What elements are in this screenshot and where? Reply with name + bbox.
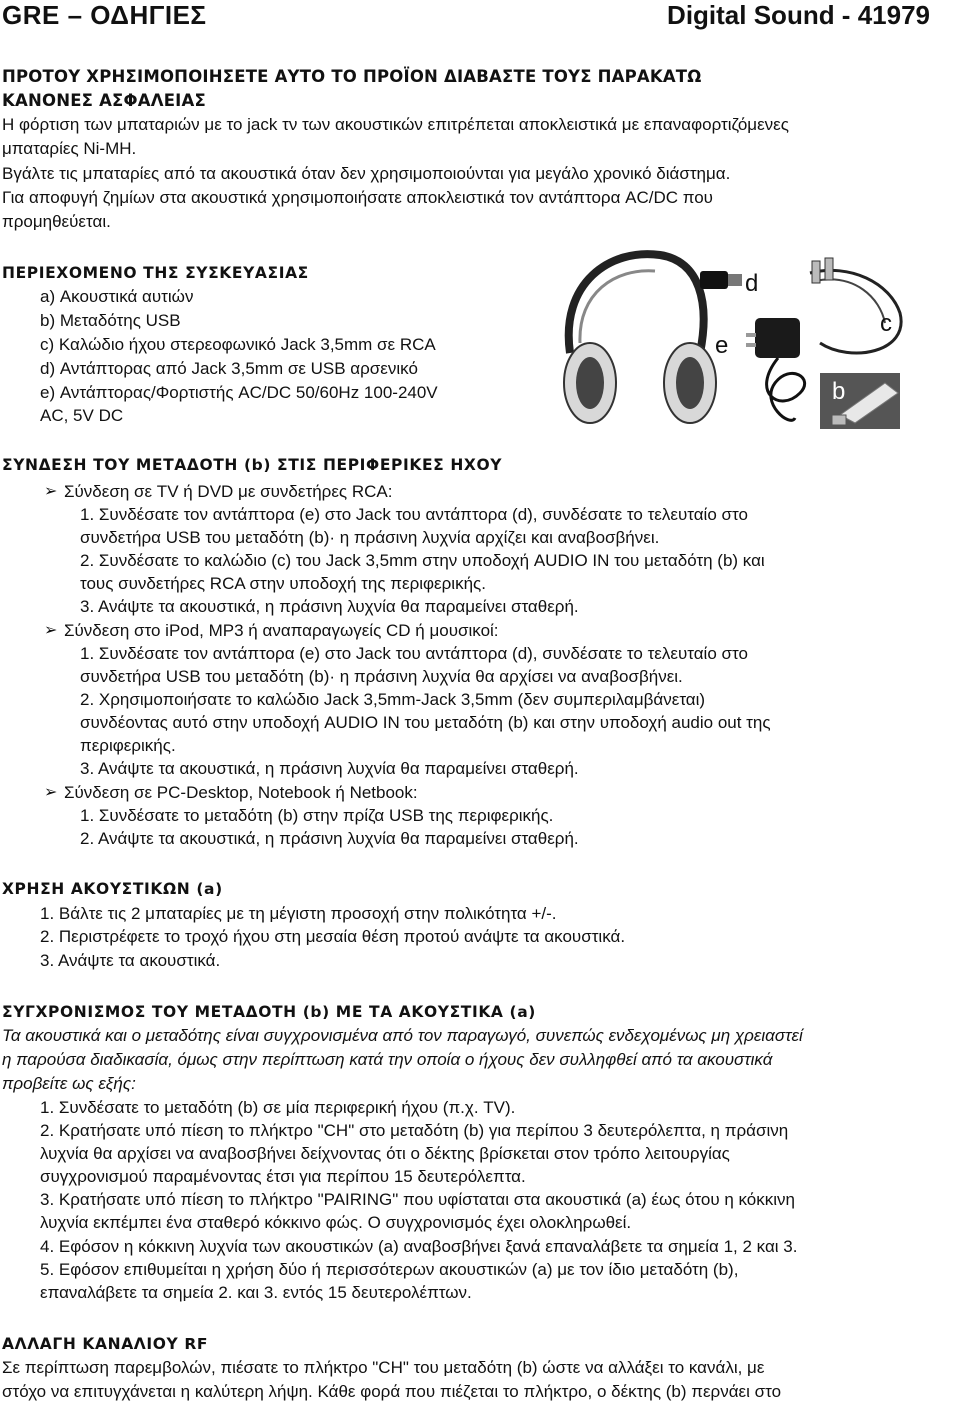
jack-usb-adapter-illustration	[700, 270, 758, 297]
contents-item: a) Ακουστικά αυτιών	[40, 287, 194, 306]
sync-intro-line: η παρούσα διαδικασία, όμως στην περίπτωση κατά την οποία ο ήχους δεν συλληφθεί από τα ακουστικά	[2, 1050, 773, 1069]
photo-label-c: c	[880, 310, 892, 337]
sync-step: 3. Κρατήσατε υπό πίεση το πλήκτρο "PAIRING" που υφίσταται στα ακουστικά (a) έως ότου η κόκκινη	[40, 1190, 795, 1209]
sync-heading: ΣΥΓΧΡΟΝΙΣΜΟΣ ΤΟΥ ΜΕΤΑΔΟΤΗ (b) ΜΕ ΤΑ ΑΚΟΥΣΤΙΚΑ (a)	[2, 1003, 536, 1021]
sync-intro-line: προβείτε ως εξής:	[2, 1074, 136, 1093]
safety-text-line: μπαταρίες Ni-MH.	[2, 139, 137, 158]
channel-text-line: Σε περίπτωση παρεμβολών, πιέσατε το πλήκτρο "CH" του μεταδότη (b) ώστε να αλλάξει το κανάλι, με	[2, 1358, 765, 1377]
channel-text-line: στόχο να επιτυγχάνεται η καλύτερη λήψη. Κάθε φορά που πιέζεται το πλήκτρο, ο δέκτης (b) περνάει στο	[2, 1382, 782, 1401]
connection-step: 1. Συνδέσατε τον αντάπτορα (e) στο Jack του αντάπτορα (d), συνδέσατε το τελευταίο στο	[80, 644, 748, 663]
sync-step: 1. Συνδέσατε το μεταδότη (b) σε μία περιφερική ήχου (π.χ. TV).	[40, 1098, 516, 1117]
arrow-bullet-icon: ➢	[44, 622, 58, 639]
safety-heading-line2: ΚΑΝΟΝΕΣ ΑΣΦΑΛΕΙΑΣ	[2, 91, 206, 110]
connection-step: 2. Συνδέσατε το καλώδιο (c) του Jack 3,5mm στην υποδοχή AUDIO IN του μεταδότη (b) και	[80, 551, 765, 570]
connection-step: τους συνδετήρες RCA στην υποδοχή της περιφερικής.	[80, 574, 486, 593]
arrow-bullet-icon: ➢	[44, 483, 58, 500]
package-contents-photo	[550, 243, 920, 433]
photo-label-d: d	[745, 270, 759, 297]
connection-step: 1. Συνδέσατε το μεταδότη (b) στην πρίζα USB της περιφερικής.	[80, 806, 554, 825]
connection-step: συνδετήρα USB του μεταδότη (b)· η πράσινη λυχνία θα αρχίσει να αναβοσβήνει.	[80, 667, 683, 686]
connection-step: 3. Ανάψτε τα ακουστικά, η πράσινη λυχνία θα παραμείνει σταθερή.	[80, 597, 579, 616]
sync-step: συγχρονισμού παραμένοντας έτσι για περίπου 15 δευτερόλεπτα.	[40, 1167, 526, 1186]
sync-step: λυχνία εκπέμπει ένα σταθερό κόκκινο φώς. Ο συγχρονισμός έχει ολοκληρωθεί.	[40, 1213, 632, 1232]
sync-step: επαναλάβετε τα σημεία 2. και 3. εντός 15 δευτερολέπτων.	[40, 1283, 472, 1302]
contents-item: e) Αντάπτορας/Φορτιστής AC/DC 50/60Hz 100-240V	[40, 383, 438, 402]
contents-item: b) Μεταδότης USB	[40, 311, 181, 330]
connection-heading: ΣΥΝΔΕΣΗ ΤΟΥ ΜΕΤΑΔΟΤΗ (b) ΣΤΙΣ ΠΕΡΙΦΕΡΙΚΕΣ ΗΧΟΥ	[2, 456, 503, 474]
channel-heading: ΑΛΛΑΓΗ ΚΑΝΑΛΙΟΥ RF	[2, 1335, 209, 1353]
photo-label-a: a	[612, 302, 626, 329]
headphones-illustration	[564, 254, 716, 423]
connection-step: 1. Συνδέσατε τον αντάπτορα (e) στο Jack του αντάπτορα (d), συνδέσατε το τελευταίο στο	[80, 505, 748, 524]
contents-item: AC, 5V DC	[40, 406, 124, 425]
sync-step: 4. Εφόσον η κόκκινη λυχνία των ακουστικών (a) αναβοσβήνει ξανά επαναλάβετε τα σημεία 1, 2 και 3.	[40, 1237, 798, 1256]
arrow-bullet-icon: ➢	[44, 784, 58, 801]
use-step: 2. Περιστρέφετε το τροχό ήχου στη μεσαία θέση προτού ανάψτε τα ακουστικά.	[40, 927, 626, 946]
header-title-right: Digital Sound - 41979	[667, 0, 930, 30]
safety-heading-line1: ΠΡΟΤΟΥ ΧΡΗΣΙΜΟΠΟΙΗΣΕΤΕ ΑΥΤΟ ΤΟ ΠΡΟΪΟΝ ΔΙΑΒΑΣΤΕ ΤΟΥΣ ΠΑΡΑΚΑΤΩ	[2, 67, 702, 86]
sync-step: λυχνία θα αρχίσει να αναβοσβήνει δείχνοντας ότι ο δέκτης βρίσκεται στον τρόπο λειτουργίας	[40, 1144, 730, 1163]
use-step: 1. Βάλτε τις 2 μπαταρίες με τη μέγιστη προσοχή στην πολικότητα +/-.	[40, 904, 557, 923]
contents-item: d) Αντάπτορας από Jack 3,5mm σε USB αρσενικό	[40, 359, 418, 378]
connection-step: 3. Ανάψτε τα ακουστικά, η πράσινη λυχνία θα παραμείνει σταθερή.	[80, 759, 579, 778]
safety-text-line: Βγάλτε τις μπαταρίες από τα ακουστικά όταν δεν χρησιμοποιούνται για μεγάλο χρονικό διάστημα.	[2, 164, 731, 183]
contents-heading: ΠΕΡΙΕΧΟΜΕΝΟ ΤΗΣ ΣΥΣΚΕΥΑΣΙΑΣ	[2, 264, 309, 282]
photo-label-b: b	[832, 378, 846, 405]
sync-step: 2. Κρατήσατε υπό πίεση το πλήκτρο "CH" στο μεταδότη (b) για περίπου 3 δευτερόλεπτα, η πράσινη	[40, 1121, 789, 1140]
connection-step: 2. Ανάψτε τα ακουστικά, η πράσινη λυχνία θα παραμείνει σταθερή.	[80, 829, 579, 848]
usb-transmitter-illustration	[820, 373, 900, 429]
use-heading: ΧΡΗΣΗ ΑΚΟΥΣΤΙΚΩΝ (a)	[2, 880, 223, 898]
safety-text-line: Η φόρτιση των μπαταριών με το jack τν των ακουστικών επιτρέπεται αποκλειστικά με επαναφορτιζόμενες	[2, 115, 789, 134]
contents-item: c) Καλώδιο ήχου στερεοφωνικό Jack 3,5mm σε RCA	[40, 335, 436, 354]
connection-step: συνδετήρα USB του μεταδότη (b)· η πράσινη λυχνία αρχίζει και αναβοσβήνει.	[80, 528, 660, 547]
connection-step: περιφερικής.	[80, 736, 176, 755]
connection-step: συνδέοντας αυτό στην υποδοχή AUDIO IN του μεταδότη (b) και στην υποδοχή audio out της	[80, 713, 771, 732]
connection-step: 2. Χρησιμοποιήσατε το καλώδιο Jack 3,5mm-Jack 3,5mm (δεν συμπεριλαμβάνεται)	[80, 690, 706, 709]
safety-text-line: προμηθεύεται.	[2, 212, 111, 231]
sync-step: 5. Εφόσον επιθυμείται η χρήση δύο ή περισσότερων ακουστικών (a) με τον ίδιο μεταδότη (b),	[40, 1260, 739, 1279]
connection-subheading: Σύνδεση σε PC-Desktop, Notebook ή Netbook:	[64, 783, 418, 802]
connection-subheading: Σύνδεση στο iPod, MP3 ή αναπαραγωγείς CD ή μουσικοί:	[64, 621, 499, 640]
sync-intro-line: Τα ακουστικά και ο μεταδότης είναι συγχρονισμένα από τον παραγωγό, συνεπώς ενδεχομένως μη χρειαστεί	[2, 1026, 803, 1045]
page-header	[0, 0, 940, 34]
safety-text-line: Για αποφυγή ζημίων στα ακουστικά χρησιμοποιήσατε αποκλειστικά τον αντάπτορα AC/DC που	[2, 188, 713, 207]
rca-cable-illustration	[810, 258, 901, 353]
use-step: 3. Ανάψτε τα ακουστικά.	[40, 951, 221, 970]
header-title-left: GRE – ΟΔΗΓΙΕΣ	[2, 0, 207, 30]
connection-subheading: Σύνδεση σε TV ή DVD με συνδετήρες RCA:	[64, 482, 393, 501]
photo-label-e: e	[715, 332, 729, 359]
charger-illustration	[715, 318, 805, 420]
